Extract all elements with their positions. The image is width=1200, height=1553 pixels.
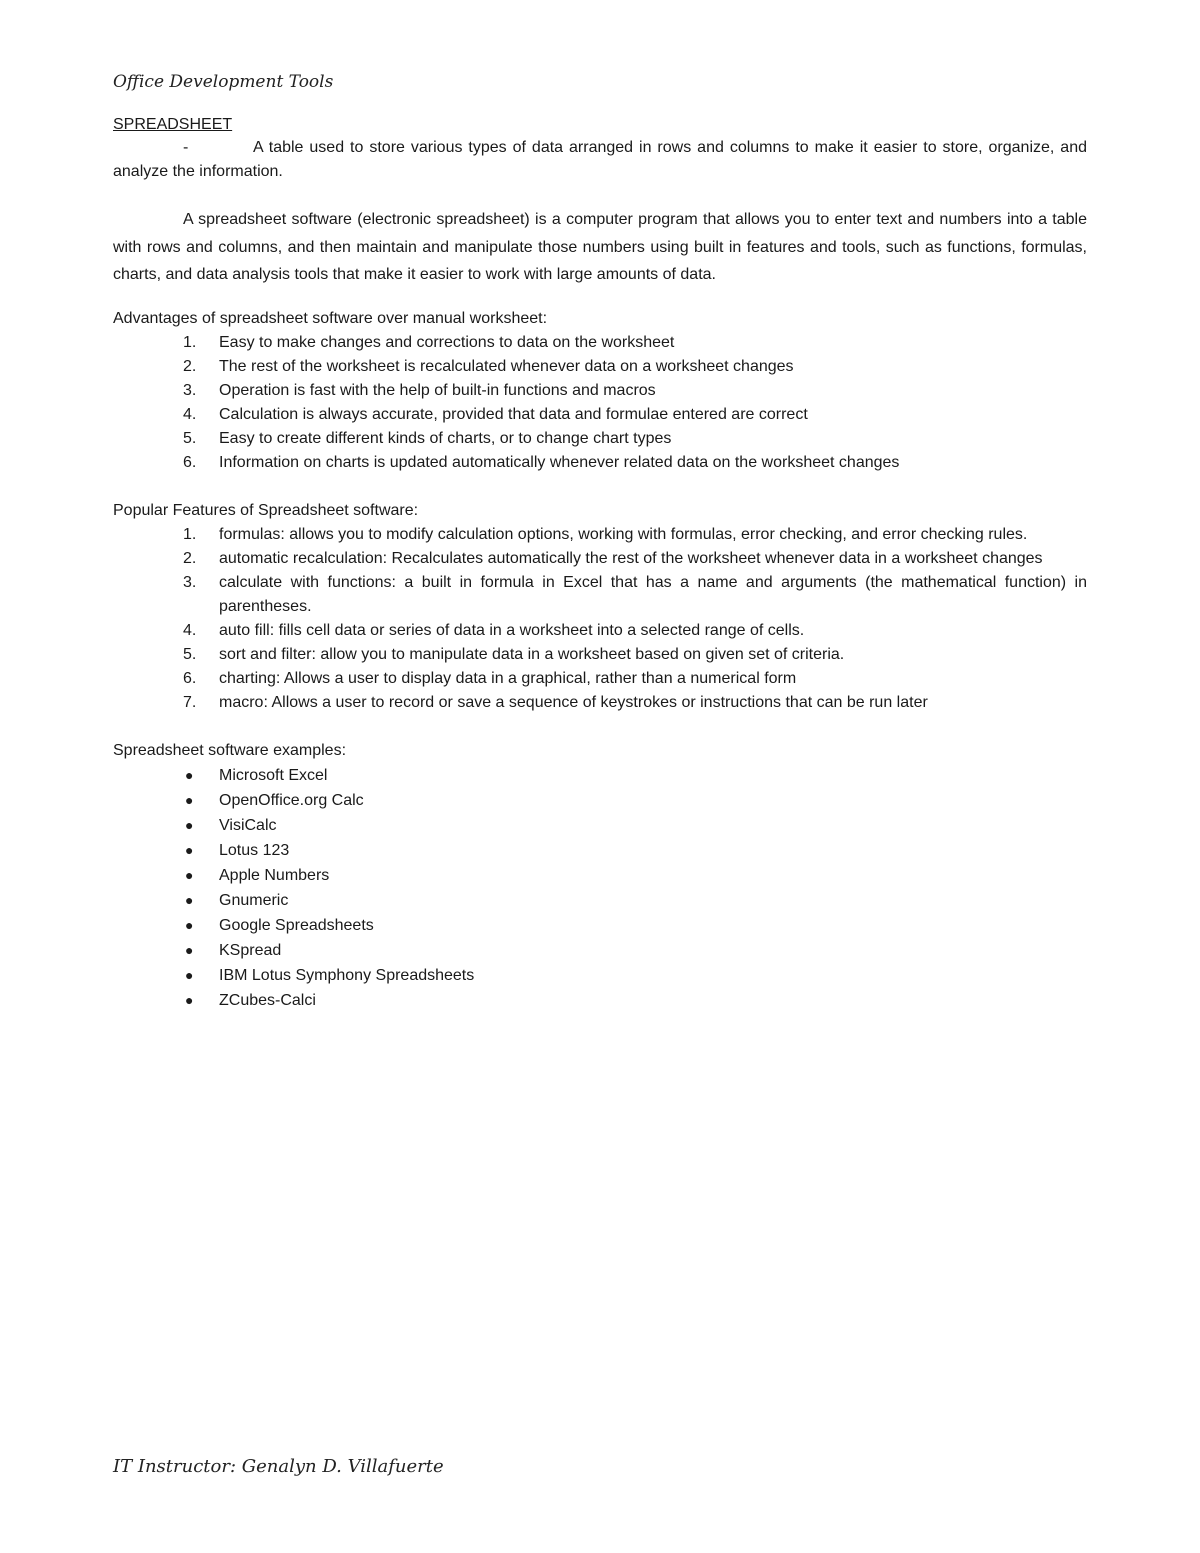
item-number: 4.	[183, 621, 197, 639]
item-number: 2.	[183, 357, 197, 375]
item-text: Easy to create different kinds of charts, or to change chart types	[219, 429, 672, 447]
item-text: formulas: allows you to modify calculation options, working with formulas, error checking, and error checking rules.	[219, 525, 1028, 543]
advantages-heading: Advantages of spreadsheet software over manual worksheet:	[113, 309, 548, 327]
list-item	[113, 403, 1087, 427]
item-text: Information on charts is updated automatically whenever related data on the worksheet changes	[219, 453, 900, 471]
document-body	[113, 114, 1087, 1013]
list-item	[113, 691, 1087, 715]
bullet-icon: ●	[185, 866, 194, 883]
item-number: 1.	[183, 525, 197, 543]
list-item	[113, 763, 1087, 788]
item-number: 7.	[183, 693, 197, 711]
item-text: Calculation is always accurate, provided that data and formulae entered are correct	[219, 405, 808, 423]
item-number: 4.	[183, 405, 197, 423]
bullet-icon: ●	[185, 791, 194, 808]
item-number: 3.	[183, 381, 197, 399]
item-text: VisiCalc	[219, 816, 277, 834]
item-text: The rest of the worksheet is recalculated whenever data on a worksheet changes	[219, 357, 794, 375]
item-number: 3.	[183, 573, 197, 591]
definition-text: A table used to store various types of data arranged in rows and columns to make it easier to store, organize, and analyze the information.	[113, 139, 1087, 180]
list-item	[113, 427, 1087, 451]
list-item	[113, 331, 1087, 355]
list-item	[113, 888, 1087, 913]
item-text: OpenOffice.org Calc	[219, 791, 364, 809]
item-text: Lotus 123	[219, 841, 290, 859]
list-item	[113, 523, 1087, 547]
bullet-icon: ●	[185, 991, 194, 1008]
item-text: sort and filter: allow you to manipulate data in a worksheet based on given set of criteria.	[219, 645, 845, 663]
item-text: Microsoft Excel	[219, 766, 328, 784]
bullet-icon: ●	[185, 916, 194, 933]
features-heading: Popular Features of Spreadsheet software:	[113, 501, 419, 519]
examples-heading: Spreadsheet software examples:	[113, 741, 347, 759]
list-item	[113, 863, 1087, 888]
bullet-icon: ●	[185, 891, 194, 908]
definition	[113, 136, 1087, 184]
list-item	[113, 571, 1087, 619]
item-text: IBM Lotus Symphony Spreadsheets	[219, 966, 475, 984]
item-text: KSpread	[219, 941, 282, 959]
item-text: auto fill: fills cell data or series of data in a worksheet into a selected range of cells.	[219, 621, 805, 639]
item-text: charting: Allows a user to display data in a graphical, rather than a numerical form	[219, 669, 797, 687]
bullet-icon: ●	[185, 816, 194, 833]
item-number: 1.	[183, 333, 197, 351]
definition-dash: -	[183, 139, 189, 156]
list-item	[113, 643, 1087, 667]
advantages-list	[113, 331, 1087, 475]
item-number: 5.	[183, 645, 197, 663]
list-item	[113, 938, 1087, 963]
features-list	[113, 523, 1087, 715]
item-text: calculate with functions: a built in formula in Excel that has a name and arguments (the mathematical function) in parentheses.	[219, 573, 1087, 615]
list-item	[113, 988, 1087, 1013]
list-item	[113, 355, 1087, 379]
bullet-icon: ●	[185, 941, 194, 958]
item-number: 2.	[183, 549, 197, 567]
bullet-icon: ●	[185, 841, 194, 858]
page-footer: IT Instructor: Genalyn D. Villafuerte	[113, 1456, 444, 1477]
item-number: 5.	[183, 429, 197, 447]
item-text: Gnumeric	[219, 891, 289, 909]
item-text: macro: Allows a user to record or save a sequence of keystrokes or instructions that can be run later	[219, 693, 928, 711]
item-text: Apple Numbers	[219, 866, 330, 884]
list-item	[113, 667, 1087, 691]
list-item	[113, 379, 1087, 403]
intro-paragraph: A spreadsheet software (electronic spreadsheet) is a computer program that allows you to enter text and numbers into a table with rows and columns, and then maintain and manipulate those numbers using built in features and tools, such as functions, formulas, charts, and data analysis tools that make it easier to work with large amounts of data.	[113, 211, 1087, 283]
item-text: automatic recalculation: Recalculates automatically the rest of the worksheet whenever data in a worksheet changes	[219, 549, 1043, 567]
item-number: 6.	[183, 669, 197, 687]
list-item	[113, 788, 1087, 813]
item-number: 6.	[183, 453, 197, 471]
list-item	[113, 813, 1087, 838]
list-item	[113, 547, 1087, 571]
bullet-icon: ●	[185, 966, 194, 983]
bullet-icon: ●	[185, 766, 194, 783]
page-header: Office Development Tools	[113, 72, 334, 92]
item-text: Operation is fast with the help of built-in functions and macros	[219, 381, 656, 399]
list-item	[113, 963, 1087, 988]
list-item	[113, 838, 1087, 863]
list-item	[113, 619, 1087, 643]
list-item	[113, 913, 1087, 938]
item-text: Google Spreadsheets	[219, 916, 374, 934]
section-title: SPREADSHEET	[113, 116, 233, 133]
examples-list	[113, 763, 1087, 1013]
item-text: Easy to make changes and corrections to data on the worksheet	[219, 333, 675, 351]
item-text: ZCubes-Calci	[219, 991, 316, 1009]
list-item	[113, 451, 1087, 475]
